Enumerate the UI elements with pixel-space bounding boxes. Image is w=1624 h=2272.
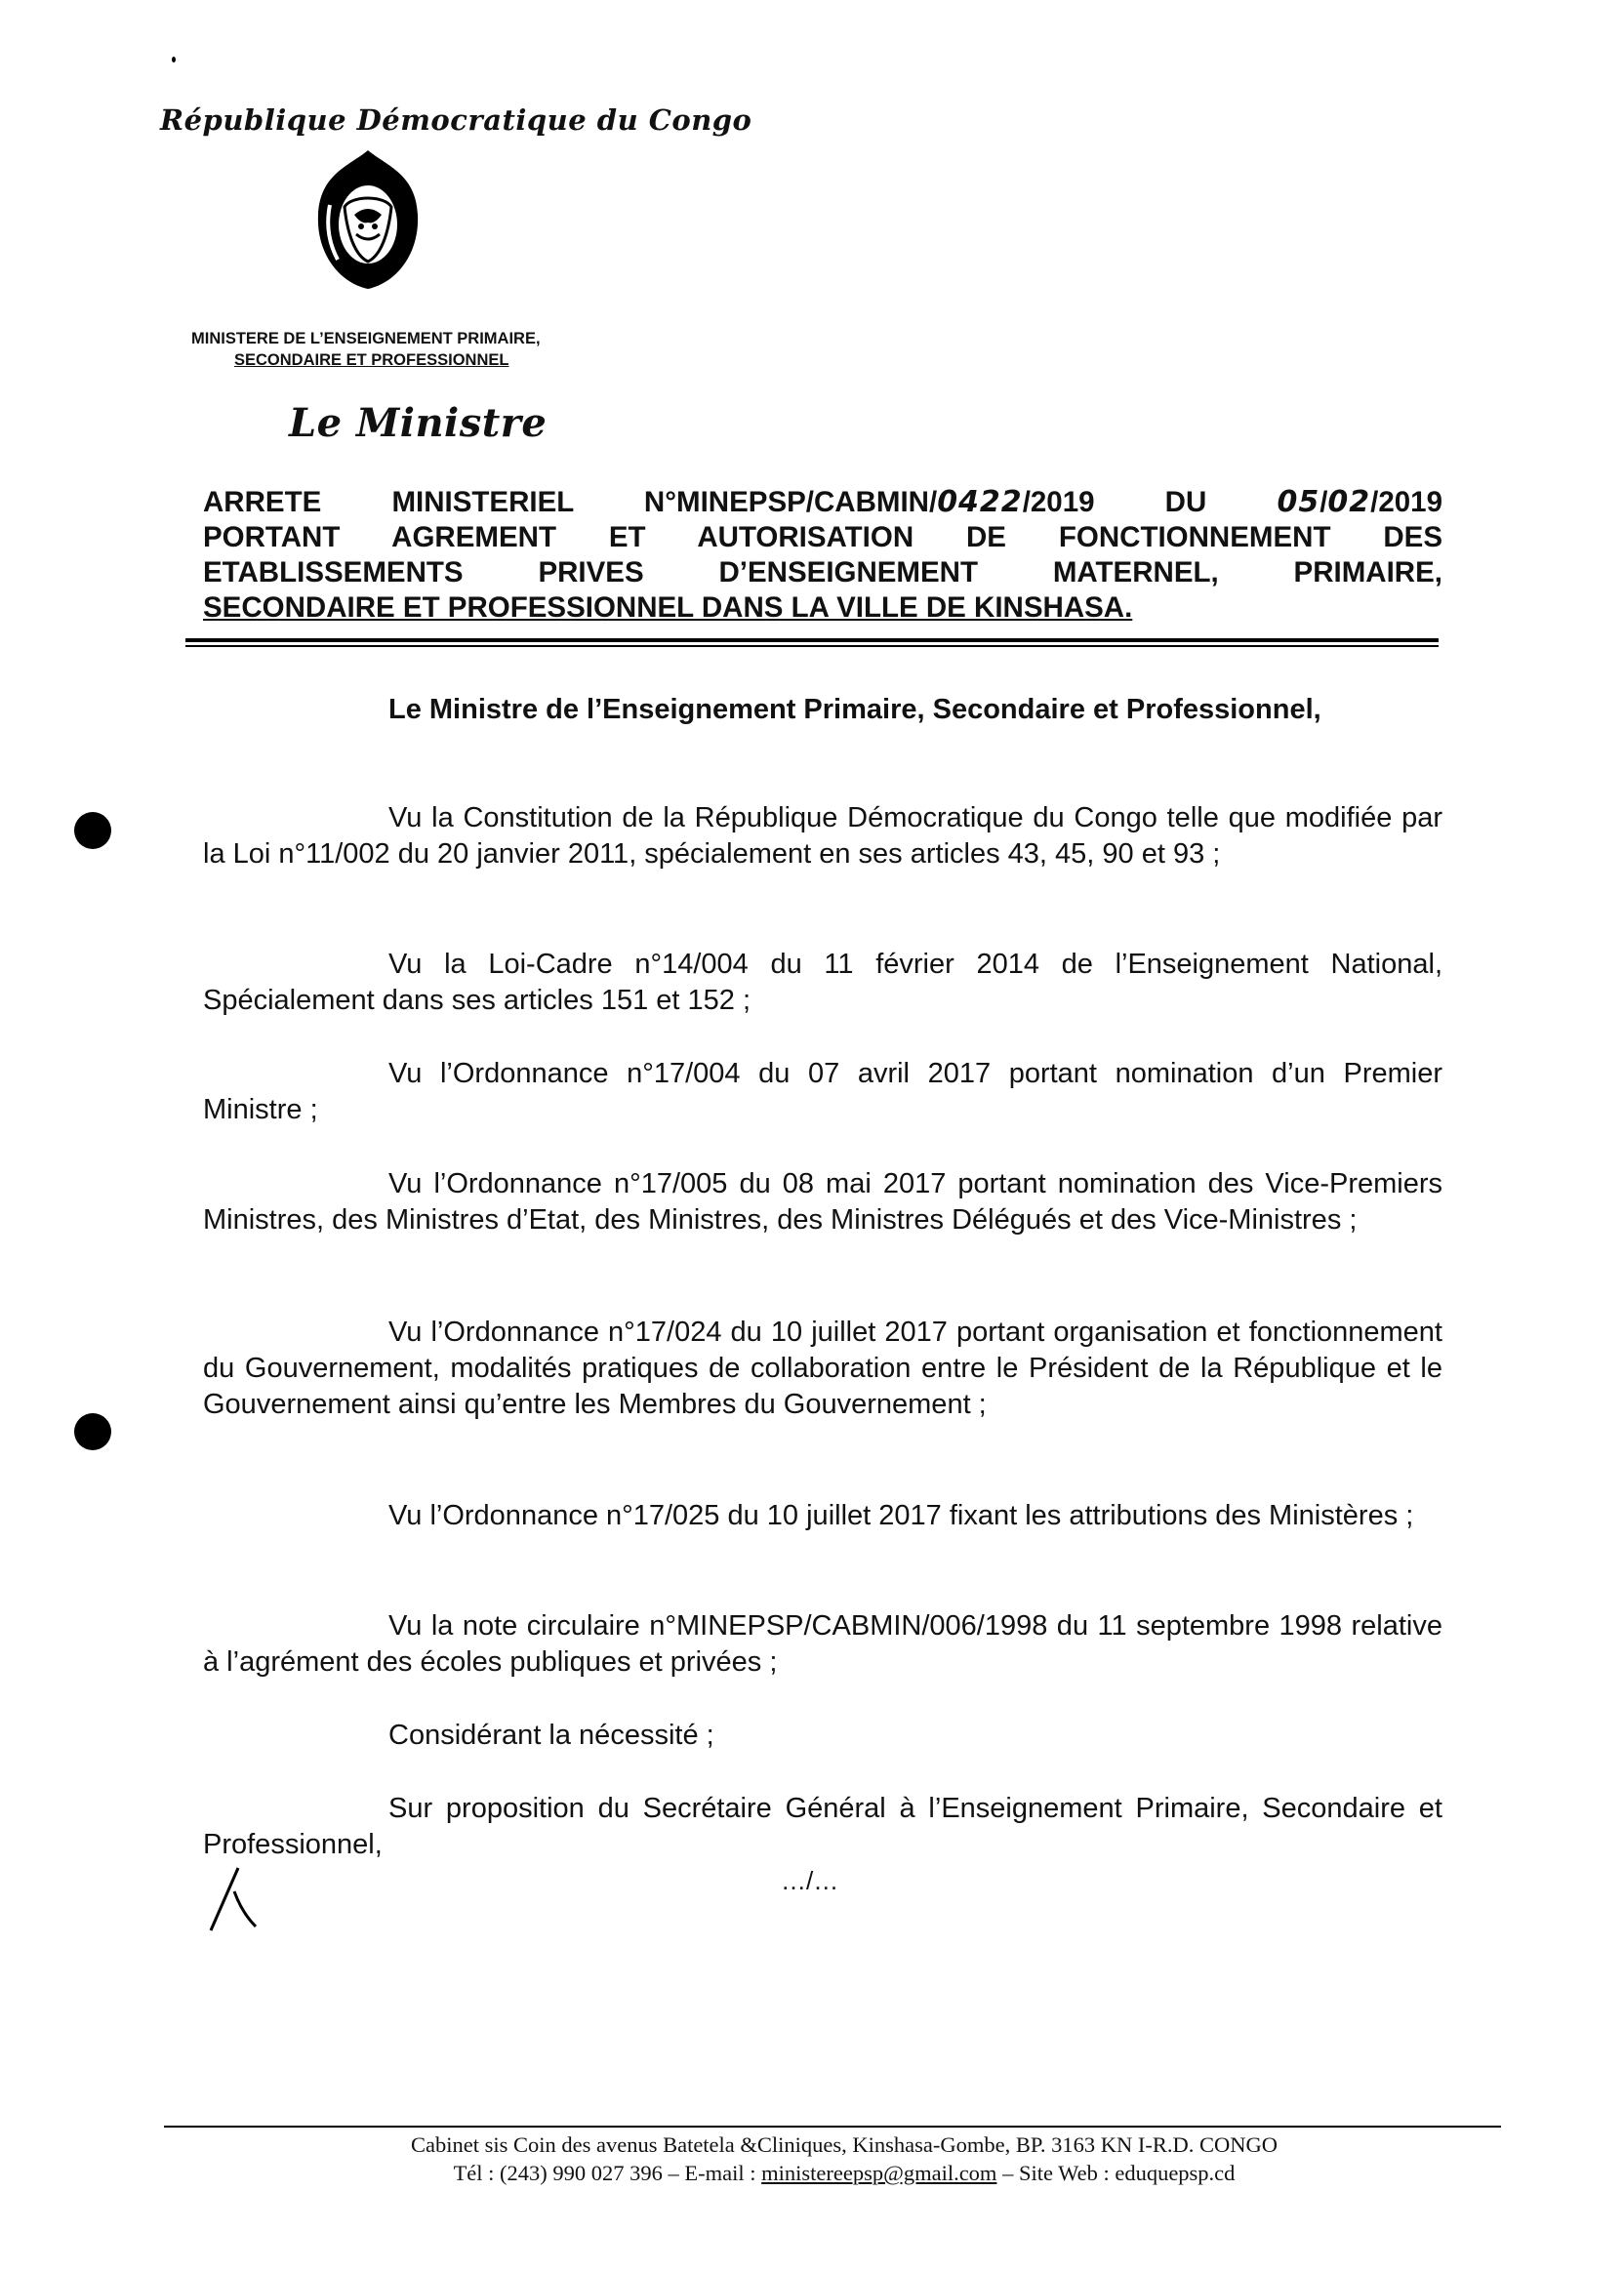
ministry-line-1: MINISTERE DE L’ENSEIGNEMENT PRIMAIRE, (191, 330, 541, 347)
footer-rule (164, 2126, 1501, 2128)
title-mid: /2019 DU (1022, 486, 1278, 518)
continuation-mark: …/… (781, 1866, 839, 1895)
day-handwritten: 05 (1277, 485, 1320, 519)
coat-of-arms-icon (310, 146, 426, 293)
month-handwritten: 02 (1327, 485, 1371, 519)
paragraph-ordonnance-17-004: Vu l’Ordonnance n°17/004 du 07 avril 2017 portant nomination d’un Premier Ministre ; (203, 1058, 1442, 1125)
footer-contact (164, 2160, 1524, 2187)
decree-title-line-4: SECONDAIRE ET PROFESSIONNEL DANS LA VILLE DE KINSHASA. (203, 591, 1133, 624)
title-suffix: /2019 (1370, 486, 1442, 518)
punch-hole-top (74, 812, 111, 849)
paragraph-ordonnance-17-005: Vu l’Ordonnance n°17/005 du 08 mai 2017 portant nomination des Vice-Premiers Ministres, des Ministres d’Etat, des Ministres, des Ministres Délégués et des Vice-Ministres ; (203, 1168, 1442, 1236)
footer-address: Cabinet sis Coin des avenus Batetela &Cliniques, Kinshasa-Gombe, BP. 3163 KN I-R.D. CONGO (410, 2132, 1279, 2157)
footer-website: – Site Web : eduquepsp.cd (996, 2161, 1236, 2185)
decree-title-line-3: ETABLISSEMENTS PRIVES D’ENSEIGNEMENT MATERNEL, PRIMAIRE, (203, 556, 1442, 588)
paragraph-note-circulaire: Vu la note circulaire n°MINEPSP/CABMIN/006/1998 du 11 septembre 1998 relative à l’agrément des écoles publiques et privées ; (203, 1610, 1442, 1678)
decree-title-line-2: PORTANT AGREMENT ET AUTORISATION DE FONCTIONNEMENT DES (203, 521, 1442, 553)
ministry-line-2: SECONDAIRE ET PROFESSIONNEL (234, 351, 509, 369)
preamble: Le Ministre de l’Enseignement Primaire, Secondaire et Professionnel, (388, 694, 1321, 725)
paragraph-constitution: Vu la Constitution de la République Démocratique du Congo telle que modifiée par la Loi n°11/002 du 20 janvier 2011, spécialement en ses articles 43, 45, 90 et 93 ; (203, 802, 1442, 870)
decree-number-handwritten: 0422 (937, 485, 1023, 519)
footer-email-link[interactable]: ministereepsp@gmail.com (761, 2161, 997, 2185)
paragraph-ordonnance-17-024: Vu l’Ordonnance n°17/024 du 10 juillet 2017 portant organisation et fonctionnement du Gouvernement, modalités pratiques de collaboration entre le Président de la République et le Gouvernement ainsi qu’entre les Membres du Gouvernement ; (203, 1317, 1442, 1420)
initials-handwritten (205, 1862, 264, 1934)
title-rule (185, 638, 1439, 642)
decree-title-line-1: ARRETE MINISTERIEL N°MINEPSP/CABMIN/0422/2019 DU 05/02/2019 (203, 485, 1442, 519)
punch-hole-bottom (74, 1413, 111, 1450)
paragraph-loi-cadre: Vu la Loi-Cadre n°14/004 du 11 février 2014 de l’Enseignement National, Spécialement dans ses articles 151 et 152 ; (203, 949, 1442, 1016)
title-prefix: ARRETE MINISTERIEL N°MINEPSP/CABMIN/ (203, 486, 938, 518)
scan-speck (172, 57, 176, 62)
paragraph-proposition: Sur proposition du Secrétaire Général à l’Enseignement Primaire, Secondaire et Professionnel, (203, 1793, 1442, 1860)
footer-tel: Tél : (243) 990 027 396 – E-mail : (453, 2161, 762, 2185)
title-rule-thin (185, 645, 1439, 647)
country-heading: République Démocratique du Congo (160, 103, 752, 137)
minister-title: Le Ministre (289, 400, 548, 446)
paragraph-considerant: Considérant la nécessité ; (388, 1720, 714, 1751)
paragraph-ordonnance-17-025: Vu l’Ordonnance n°17/025 du 10 juillet 2017 fixant les attributions des Ministères ; (388, 1500, 1414, 1531)
